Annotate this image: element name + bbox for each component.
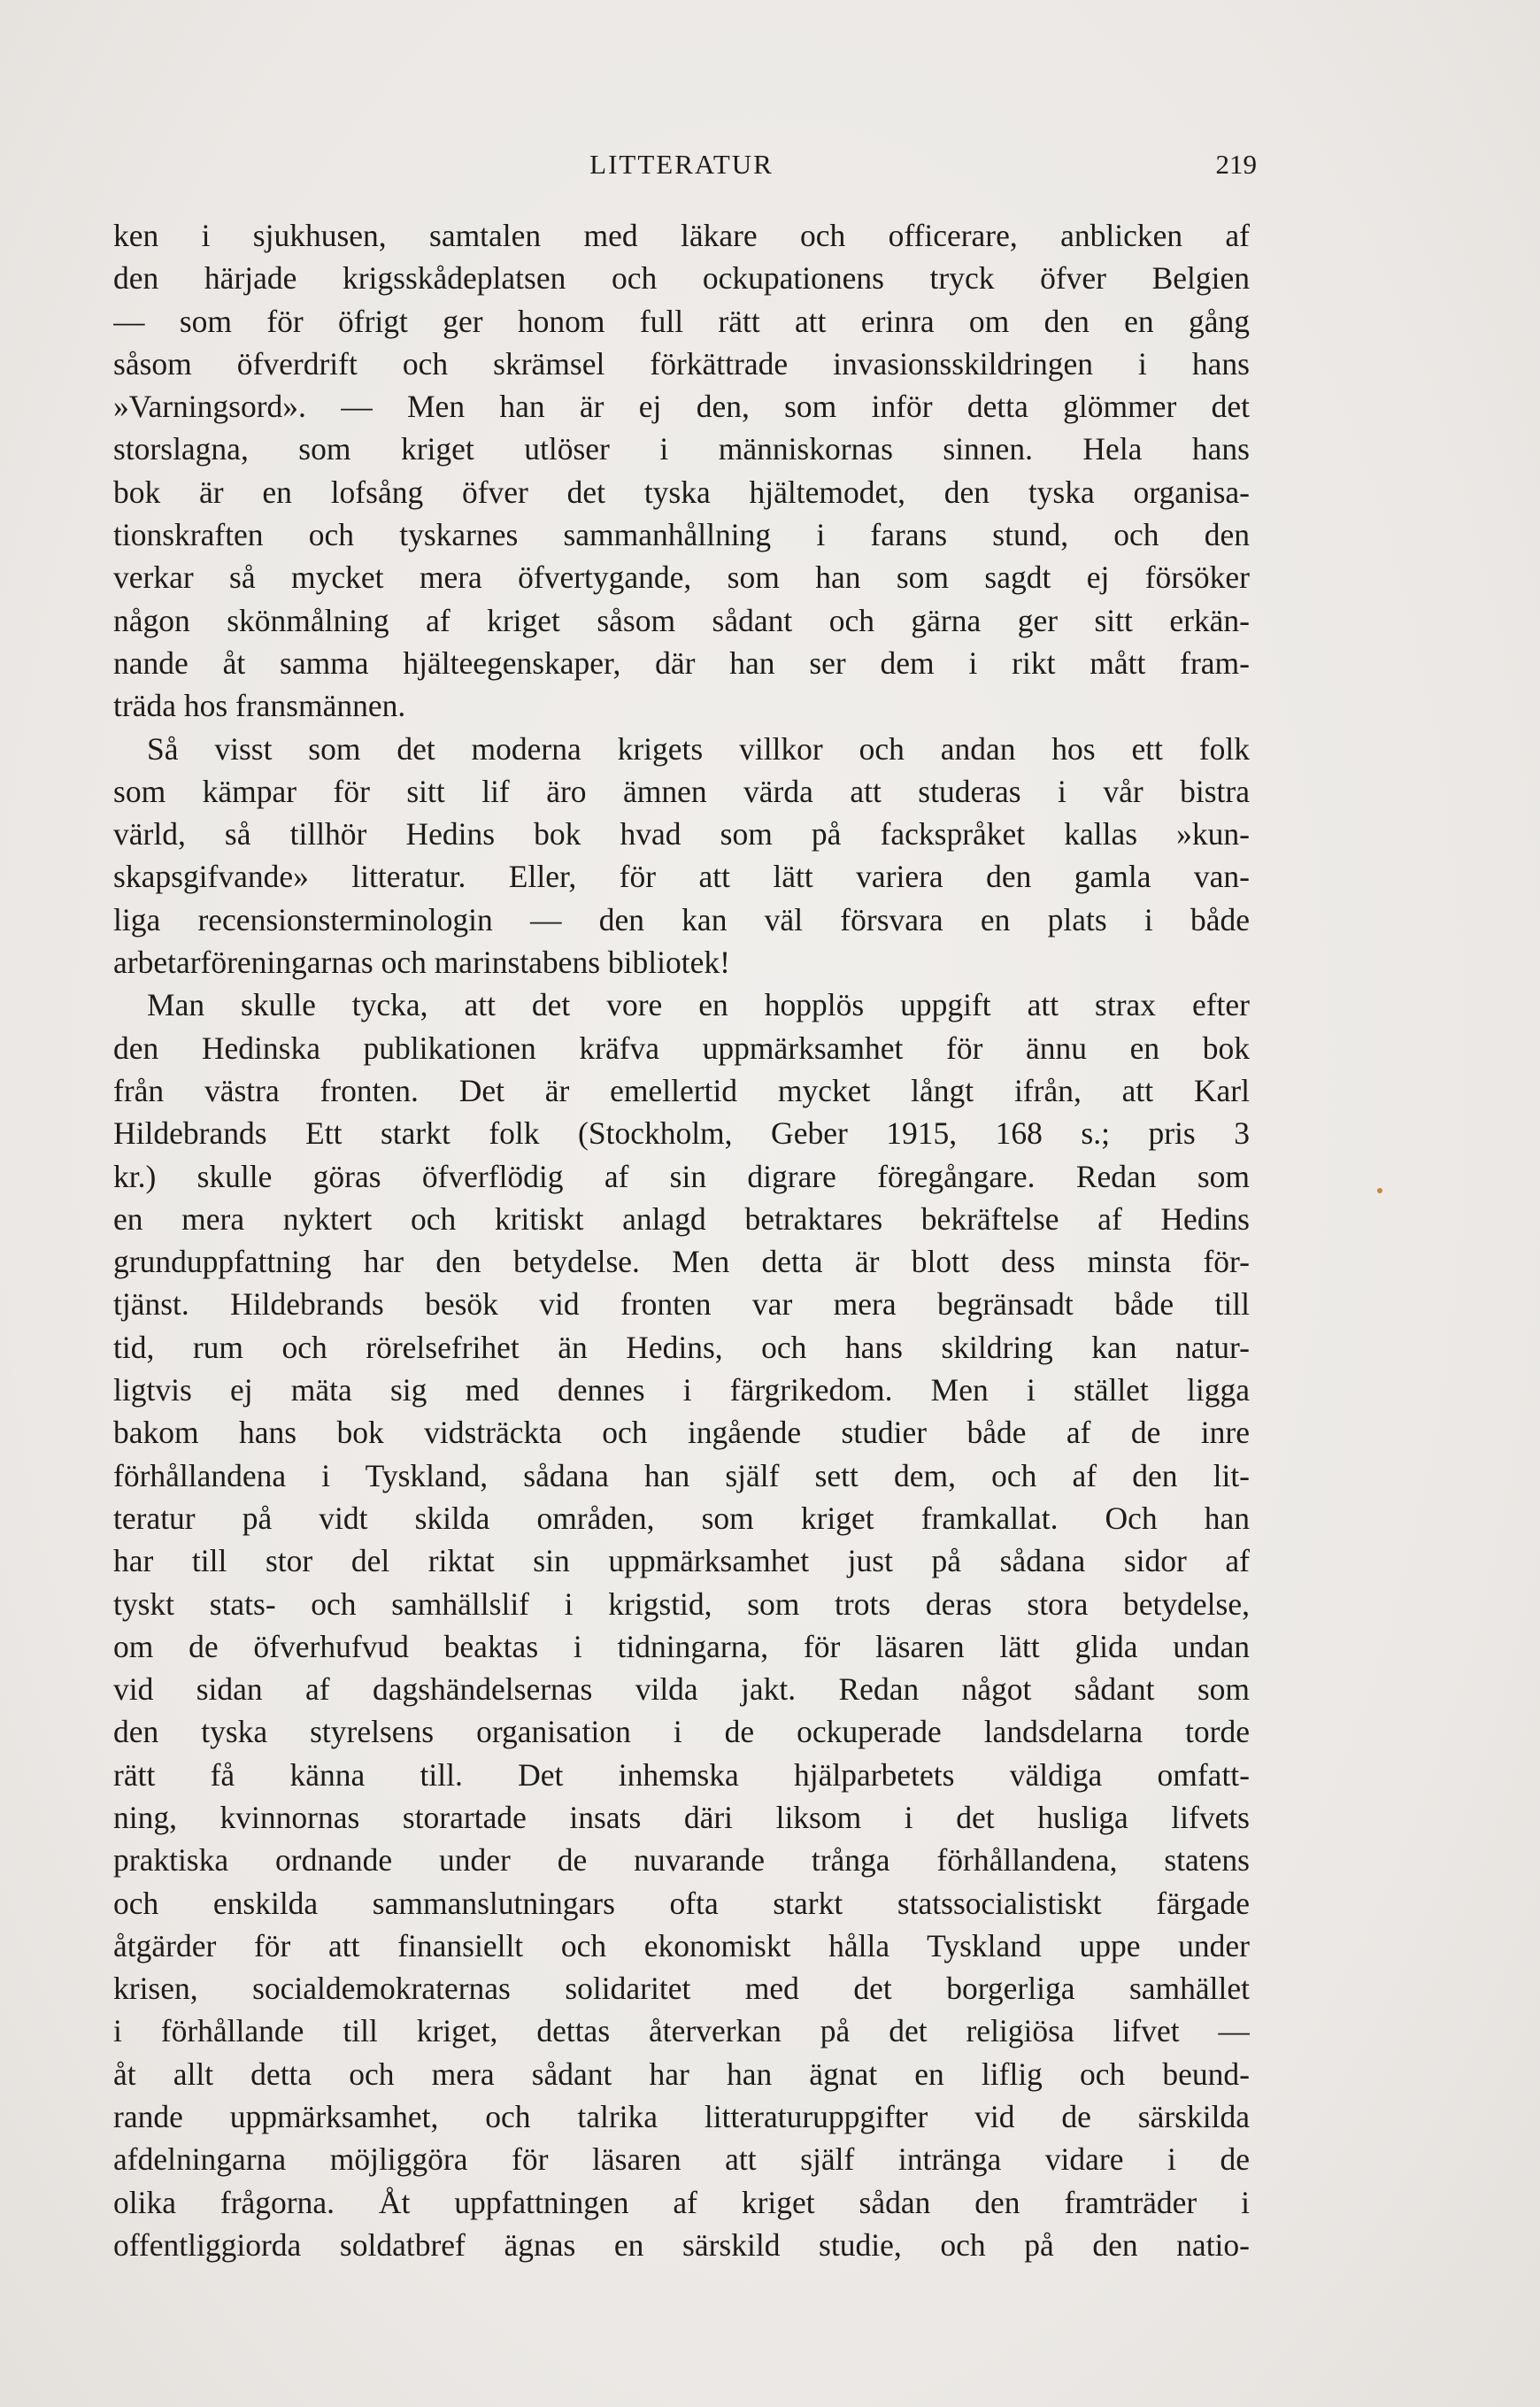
page-number: 219 bbox=[1215, 149, 1257, 180]
text-line: rande uppmärksamhet, och talrika litteraturuppgifter vid de särskilda bbox=[113, 2099, 1250, 2135]
text-line: tionskraften och tyskarnes sammanhållning i farans stund, och den bbox=[113, 517, 1250, 553]
text-line: från västra fronten. Det är emellertid mycket långt ifrån, att Karl bbox=[113, 1072, 1250, 1108]
text-line: Så visst som det moderna krigets villkor och andan hos ett folk bbox=[147, 730, 1250, 767]
text-line: tid, rum och rörelsefrihet än Hedins, och hans skildring kan natur- bbox=[113, 1329, 1250, 1365]
text-line: den härjade krigsskådeplatsen och ockupationens tryck öfver Belgien bbox=[113, 260, 1250, 297]
text-line: ning, kvinnornas storartade insats däri liksom i det husliga lifvets bbox=[113, 1799, 1250, 1835]
text-line: den Hedinska publikationen kräfva uppmärksamhet för ännu en bok bbox=[113, 1030, 1250, 1066]
text-line: »Varningsord». — Men han är ej den, som inför detta glömmer det bbox=[113, 389, 1250, 425]
text-line: nande åt samma hjälteegenskaper, där han ser dem i rikt mått fram- bbox=[113, 644, 1250, 681]
text-line: Man skulle tycka, att det vore en hopplös uppgift att strax efter bbox=[147, 987, 1250, 1023]
text-line: bakom hans bok vidsträckta och ingående studier både af de inre bbox=[113, 1415, 1250, 1451]
text-line: Hildebrands Ett starkt folk (Stockholm, Geber 1915, 168 s.; pris 3 bbox=[113, 1115, 1250, 1152]
text-line: rätt få känna till. Det inhemska hjälparbetets väldiga omfatt- bbox=[113, 1756, 1250, 1793]
running-head: LITTERATUR bbox=[589, 149, 774, 180]
text-line: verkar så mycket mera öfvertygande, som han som sagdt ej försöker bbox=[113, 559, 1250, 596]
text-line: ligtvis ej mäta sig med dennes i färgrikedom. Men i stället ligga bbox=[113, 1372, 1250, 1408]
text-line: teratur på vidt skilda områden, som kriget framkallat. Och han bbox=[113, 1500, 1250, 1536]
text-line: har till stor del riktat sin uppmärksamhet just på sådana sidor af bbox=[113, 1543, 1250, 1579]
text-line: bok är en lofsång öfver det tyska hjältemodet, den tyska organisa- bbox=[113, 474, 1250, 510]
text-line: liga recensionsterminologin — den kan väl försvara en plats i både bbox=[113, 901, 1250, 937]
text-line: vid sidan af dagshändelsernas vilda jakt. Redan något sådant som bbox=[113, 1671, 1250, 1708]
text-line: offentliggiorda soldatbref ägnas en särskild studie, och på den natio- bbox=[113, 2226, 1250, 2263]
text-line: — som för öfrigt ger honom full rätt att erinra om den en gång bbox=[113, 303, 1250, 339]
ink-speck bbox=[1377, 1188, 1382, 1193]
text-line: storslagna, som kriget utlöser i människornas sinnen. Hela hans bbox=[113, 431, 1250, 467]
text-line: såsom öfverdrift och skrämsel förkättrade invasionsskildringen i hans bbox=[113, 345, 1250, 382]
text-line: i förhållande till kriget, dettas återverkan på det religiösa lifvet — bbox=[113, 2013, 1250, 2049]
text-line: åt allt detta och mera sådant har han ägnat en liflig och beund- bbox=[113, 2056, 1250, 2092]
text-line: värld, så tillhör Hedins bok hvad som på fackspråket kallas »kun- bbox=[113, 816, 1250, 852]
text-line: och enskilda sammanslutningars ofta starkt statssocialistiskt färgade bbox=[113, 1885, 1250, 1921]
text-line: tyskt stats- och samhällslif i krigstid, som trots deras stora betydelse, bbox=[113, 1585, 1250, 1622]
page-header bbox=[113, 149, 1257, 191]
body-text bbox=[113, 214, 1250, 2266]
text-line: om de öfverhufvud beaktas i tidningarna, för läsaren lätt glida undan bbox=[113, 1628, 1250, 1664]
text-line: ken i sjukhusen, samtalen med läkare och officerare, anblicken af bbox=[113, 218, 1250, 253]
text-line: grunduppfattning har den betydelse. Men detta är blott dess minsta för- bbox=[113, 1244, 1250, 1280]
text-line: afdelningarna möjliggöra för läsaren att själf intränga vidare i de bbox=[113, 2141, 1250, 2178]
text-line: som kämpar för sitt lif äro ämnen värda att studeras i vår bistra bbox=[113, 773, 1250, 809]
text-line: en mera nyktert och kritiskt anlagd betraktares bekräftelse af Hedins bbox=[113, 1200, 1250, 1237]
text-line: träda hos fransmännen. bbox=[113, 688, 406, 724]
text-line: förhållandena i Tyskland, sådana han själf sett dem, och af den lit- bbox=[113, 1457, 1250, 1493]
text-line: arbetarföreningarnas och marinstabens bibliotek! bbox=[113, 945, 730, 981]
text-line: olika frågorna. Åt uppfattningen af kriget sådan den framträder i bbox=[113, 2184, 1250, 2220]
text-line: åtgärder för att finansiellt och ekonomiskt hålla Tyskland uppe under bbox=[113, 1927, 1250, 1963]
text-line: praktiska ordnande under de nuvarande trånga förhållandena, statens bbox=[113, 1842, 1250, 1879]
text-line: krisen, socialdemokraternas solidaritet med det borgerliga samhället bbox=[113, 1971, 1250, 2007]
text-line: skapsgifvande» litteratur. Eller, för att lätt variera den gamla van- bbox=[113, 859, 1250, 895]
text-line: den tyska styrelsens organisation i de ockuperade landsdelarna torde bbox=[113, 1714, 1250, 1750]
text-line: tjänst. Hildebrands besök vid fronten var mera begränsadt både till bbox=[113, 1286, 1250, 1323]
text-line: kr.) skulle göras öfverflödig af sin digrare föregångare. Redan som bbox=[113, 1158, 1250, 1194]
text-line: någon skönmålning af kriget såsom sådant och gärna ger sitt erkän- bbox=[113, 602, 1250, 638]
